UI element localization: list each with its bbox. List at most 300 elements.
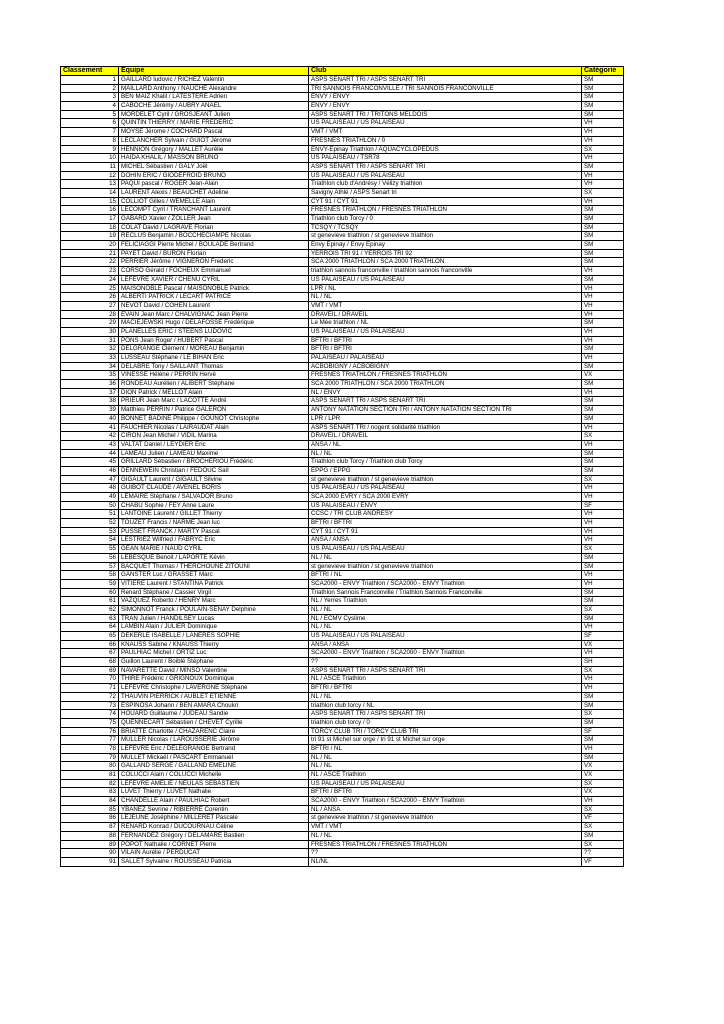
cell-team: PAQUI pascal / ROGER Jean-Alain — [119, 180, 309, 189]
cell-rank: 87 — [61, 823, 119, 832]
cell-team: VILAIN Aurélie / PERDUCAT — [119, 849, 309, 858]
cell-club: FRESNES TRIATHLON / FRESNES TRIATHLON — [309, 371, 582, 380]
cell-team: GEAN MARIE / NAUD CYRIL — [119, 545, 309, 554]
cell-rank: 45 — [61, 458, 119, 467]
cell-club: NL / NL — [309, 831, 582, 840]
cell-category: VF — [582, 814, 624, 823]
cell-team: MULLER Nicolas / LAROUSSERIE Jérôme — [119, 736, 309, 745]
table-row — [61, 736, 624, 745]
cell-club: BFTRI / BFTRI — [309, 519, 582, 528]
cell-rank: 17 — [61, 215, 119, 224]
header-row — [61, 67, 624, 76]
cell-team: BEN MAIZ Khalil / LATESTERE Adrien — [119, 93, 309, 102]
cell-category: SX — [582, 805, 624, 814]
cell-category: SM — [582, 206, 624, 215]
cell-club: VMT / VMT — [309, 301, 582, 310]
cell-team: LAURENT Alexis / BEAUCHET Adeline — [119, 188, 309, 197]
cell-team: HENNION Grégory / MALLET Aurélie — [119, 145, 309, 154]
cell-category: SM — [582, 258, 624, 267]
table-row — [61, 684, 624, 693]
cell-category: VH — [582, 327, 624, 336]
cell-rank: 85 — [61, 805, 119, 814]
table-row — [61, 588, 624, 597]
cell-category: VH — [582, 154, 624, 163]
cell-team: COLAT David / LAGRAVE Florian — [119, 223, 309, 232]
cell-club: NL / NL — [309, 762, 582, 771]
table-row — [61, 188, 624, 197]
cell-club: NL / NL — [309, 449, 582, 458]
cell-team: DENNEWEIN Christian / FEDOUC Saïl — [119, 466, 309, 475]
cell-category: VH — [582, 171, 624, 180]
table-row — [61, 536, 624, 545]
cell-rank: 74 — [61, 710, 119, 719]
cell-category: VH — [582, 484, 624, 493]
cell-rank: 60 — [61, 588, 119, 597]
cell-rank: 36 — [61, 380, 119, 389]
table-row — [61, 388, 624, 397]
table-row — [61, 223, 624, 232]
cell-club: triathlon club torcy / NL — [309, 701, 582, 710]
cell-category: VH — [582, 510, 624, 519]
cell-team: POPOT Nathalie / CORNET Pierre — [119, 840, 309, 849]
table-row — [61, 327, 624, 336]
results-table — [60, 66, 624, 867]
table-row — [61, 241, 624, 250]
cell-team: MULLET Mickaël / PASCART Emmanuel — [119, 753, 309, 762]
cell-team: KNAUSS Sabine / KNAUSS Thierry — [119, 640, 309, 649]
cell-club: Savigny Athlé / ASPS Senart tri — [309, 188, 582, 197]
table-row — [61, 849, 624, 858]
cell-club: triathlon sannois franconville / triathlon sannois franconville — [309, 267, 582, 276]
cell-rank: 12 — [61, 171, 119, 180]
cell-category: SX — [582, 823, 624, 832]
cell-team: Guillon Laurent / Boiblé Stéphane — [119, 658, 309, 667]
cell-club: US PALAISEAU / ENVY — [309, 501, 582, 510]
cell-team: THIRE Frédéric / GRIGNOUX Dominique — [119, 675, 309, 684]
cell-club: st genevieve triathlon / st genevieve triathlon — [309, 562, 582, 571]
cell-team: MAILLARD Anthony / NAUCHE Alexandre — [119, 84, 309, 93]
cell-club: ENVY / ENVY — [309, 93, 582, 102]
cell-category: SM — [582, 319, 624, 328]
cell-club: US PALAISEAU / US PALAISEAU — [309, 632, 582, 641]
cell-rank: 53 — [61, 527, 119, 536]
table-row — [61, 814, 624, 823]
cell-rank: 89 — [61, 840, 119, 849]
cell-team: PERRIER Jérôme / VIGNERON Frederic — [119, 258, 309, 267]
table-row — [61, 640, 624, 649]
cell-category: SM — [582, 362, 624, 371]
cell-rank: 50 — [61, 501, 119, 510]
cell-club: ENVY-Epinay Triathlon / AQUACYCLOPEDUS — [309, 145, 582, 154]
table-row — [61, 84, 624, 93]
cell-rank: 55 — [61, 545, 119, 554]
table-row — [61, 301, 624, 310]
cell-rank: 41 — [61, 423, 119, 432]
cell-rank: 90 — [61, 849, 119, 858]
cell-club: FRESNES TRIATHLON / FRESNES TRIATHLON — [309, 206, 582, 215]
cell-team: LUVET Thierry / LUVET Nathalie — [119, 788, 309, 797]
cell-club: TRI SANNOIS FRANCONVILLE / TRI SANNOIS FRANCONVILLE — [309, 84, 582, 93]
cell-club: NL / Yerres Triathlon — [309, 597, 582, 606]
cell-category: SM — [582, 736, 624, 745]
cell-category: VH — [582, 136, 624, 145]
cell-category: SX — [582, 145, 624, 154]
table-row — [61, 658, 624, 667]
cell-rank: 66 — [61, 640, 119, 649]
table-row — [61, 805, 624, 814]
cell-rank: 13 — [61, 180, 119, 189]
cell-team: COLLIOT Gilles / WEMELLE Alain — [119, 197, 309, 206]
table-row — [61, 753, 624, 762]
cell-rank: 1 — [61, 76, 119, 85]
table-row — [61, 110, 624, 119]
cell-category: VH — [582, 623, 624, 632]
cell-team: GABARD Xavier / ZOLLER Jean — [119, 215, 309, 224]
cell-club: ANTONY NATATION SECTION TRI / ANTONY NATATION SECTION TRI — [309, 406, 582, 415]
cell-club: US PALAISEAU / US PALAISEAU — [309, 327, 582, 336]
cell-club: US PALAISEAU / US PALAISEAU — [309, 119, 582, 128]
cell-team: CIRON Jean Michel / VIDIL Marina — [119, 432, 309, 441]
cell-team: ESPINOSA Johann / BEN AMARA Choukri — [119, 701, 309, 710]
cell-club: NL / ENVY — [309, 388, 582, 397]
cell-category: SM — [582, 718, 624, 727]
cell-rank: 5 — [61, 110, 119, 119]
cell-category: SM — [582, 588, 624, 597]
cell-rank: 20 — [61, 241, 119, 250]
table-row — [61, 380, 624, 389]
table-row — [61, 701, 624, 710]
table-row — [61, 762, 624, 771]
cell-team: LEJEUNE Joséphine / MILLERET Pascale — [119, 814, 309, 823]
cell-club: ASPS SENART TRI / ASPS SENART TRI — [309, 162, 582, 171]
cell-rank: 75 — [61, 718, 119, 727]
cell-category: SM — [582, 380, 624, 389]
cell-club: US PALAISEAU / US PALAISEAU — [309, 484, 582, 493]
table-row — [61, 475, 624, 484]
cell-rank: 9 — [61, 145, 119, 154]
table-row — [61, 545, 624, 554]
cell-rank: 76 — [61, 727, 119, 736]
cell-rank: 80 — [61, 762, 119, 771]
cell-rank: 69 — [61, 666, 119, 675]
cell-rank: 27 — [61, 301, 119, 310]
table-row — [61, 510, 624, 519]
cell-team: PAULHIAC Michel / ORTIZ Luc — [119, 649, 309, 658]
cell-team: PONS Jean Roger / HUBERT Pascal — [119, 336, 309, 345]
cell-club: NL / ASCE Triathlon — [309, 771, 582, 780]
cell-rank: 54 — [61, 536, 119, 545]
cell-club: BFTRI / NL — [309, 571, 582, 580]
cell-club: ENVY / ENVY — [309, 102, 582, 111]
table-row — [61, 597, 624, 606]
cell-team: TRAN Julien / HANDILSEY Lucas — [119, 614, 309, 623]
cell-rank: 23 — [61, 267, 119, 276]
cell-category: VH — [582, 649, 624, 658]
table-row — [61, 605, 624, 614]
cell-team: MORDELET Cyril / GROSJEANT Julien — [119, 110, 309, 119]
cell-rank: 37 — [61, 388, 119, 397]
cell-team: YBANEZ Sevrine / RIBIERRE Corentin — [119, 805, 309, 814]
cell-team: COLUCCI Alain / COLUCCI Michelle — [119, 771, 309, 780]
cell-rank: 56 — [61, 553, 119, 562]
table-row — [61, 275, 624, 284]
cell-category: SM — [582, 597, 624, 606]
table-row — [61, 501, 624, 510]
cell-team: MAISONOBLE Pascal / MAISONOBLE Patrick — [119, 284, 309, 293]
cell-category: SM — [582, 466, 624, 475]
table-row — [61, 371, 624, 380]
cell-team: VINESSE Hélène / PERRIN Hervé — [119, 371, 309, 380]
cell-category: SX — [582, 710, 624, 719]
cell-club: VMT / VMT — [309, 128, 582, 137]
table-row — [61, 180, 624, 189]
cell-club: DRAVEIL / DRAVEIL — [309, 432, 582, 441]
table-row — [61, 666, 624, 675]
cell-team: GAILLARD ludovic / RICHEZ Valentin — [119, 76, 309, 85]
cell-club: Triathlon club Torcy / 0 — [309, 215, 582, 224]
cell-rank: 21 — [61, 249, 119, 258]
cell-club: NL / NL — [309, 753, 582, 762]
cell-rank: 67 — [61, 649, 119, 658]
cell-club: triathlon club torcy / 0 — [309, 718, 582, 727]
cell-rank: 29 — [61, 319, 119, 328]
cell-category: VH — [582, 388, 624, 397]
cell-category: VH — [582, 423, 624, 432]
cell-category: SM — [582, 345, 624, 354]
cell-club: ASPS SENART TRI / ASPS SENART TRI — [309, 666, 582, 675]
cell-team: QUINTIN THIERRY / MARIE FREDERIC — [119, 119, 309, 128]
cell-rank: 8 — [61, 136, 119, 145]
table-row — [61, 249, 624, 258]
cell-rank: 31 — [61, 336, 119, 345]
cell-category: SX — [582, 188, 624, 197]
cell-rank: 82 — [61, 779, 119, 788]
table-row — [61, 440, 624, 449]
cell-team: PRIEUR Jean Marc / LACOTTE André — [119, 397, 309, 406]
cell-club: NL / ANSA — [309, 805, 582, 814]
table-row — [61, 519, 624, 528]
cell-rank: 61 — [61, 597, 119, 606]
cell-rank: 81 — [61, 771, 119, 780]
cell-rank: 26 — [61, 293, 119, 302]
cell-category: VH — [582, 336, 624, 345]
cell-team: NEVOT David / COHEN Laurent — [119, 301, 309, 310]
table-row — [61, 432, 624, 441]
cell-team: FERNANDEZ Grégory / DELAMARE Bastien — [119, 831, 309, 840]
cell-rank: 73 — [61, 701, 119, 710]
cell-club: ASPS SENART TRI / nogent solidarité triathlon — [309, 423, 582, 432]
cell-category: SM — [582, 93, 624, 102]
cell-club: BFTRI / BFTRI — [309, 345, 582, 354]
table-row — [61, 692, 624, 701]
cell-team: HAIDA KHALIL / MASSON BRUNO — [119, 154, 309, 163]
cell-club: US PALAISEAU / US PALAISEAU — [309, 779, 582, 788]
cell-category: SF — [582, 632, 624, 641]
cell-team: BONNET BADINE Philippe / GOUNOT Christophe — [119, 414, 309, 423]
cell-category: VH — [582, 267, 624, 276]
cell-category: VH — [582, 675, 624, 684]
cell-rank: 42 — [61, 432, 119, 441]
table-row — [61, 675, 624, 684]
cell-club: ASPS SENART TRI / TRITONS MELDOIS — [309, 110, 582, 119]
cell-club: ASPS SENART TRI / ASPS SENART TRI — [309, 710, 582, 719]
cell-category: SM — [582, 162, 624, 171]
cell-team: CHABU Sophie / FEY Anne Laure — [119, 501, 309, 510]
cell-rank: 11 — [61, 162, 119, 171]
table-row — [61, 362, 624, 371]
cell-club: ANSA / ANSA — [309, 640, 582, 649]
table-row — [61, 649, 624, 658]
cell-rank: 32 — [61, 345, 119, 354]
table-row — [61, 423, 624, 432]
cell-club: US PALAISEAU / TSR78 — [309, 154, 582, 163]
cell-category: VH — [582, 536, 624, 545]
cell-team: LECOMPT Cyril / TRANCHANT Laurent — [119, 206, 309, 215]
cell-club: YERROIS TRI 91 / YERROIS TRI 92 — [309, 249, 582, 258]
cell-club: NL / ECMV Cyslime — [309, 614, 582, 623]
cell-category: SF — [582, 501, 624, 510]
cell-category: VX — [582, 771, 624, 780]
table-row — [61, 493, 624, 502]
cell-rank: 24 — [61, 275, 119, 284]
table-row — [61, 336, 624, 345]
cell-club: tri 91 st Michel sur orge / tri 91 st Michel sur orge — [309, 736, 582, 745]
cell-club: BFTRI / BFTRI — [309, 684, 582, 693]
table-row — [61, 458, 624, 467]
cell-rank: 58 — [61, 571, 119, 580]
table-row — [61, 162, 624, 171]
cell-team: GUIBOT CLAUDE / AVENEL BORIS — [119, 484, 309, 493]
cell-team: FAUCHIER Nicolas / LAIRAUDAT Alain — [119, 423, 309, 432]
cell-rank: 83 — [61, 788, 119, 797]
cell-rank: 79 — [61, 753, 119, 762]
cell-rank: 78 — [61, 744, 119, 753]
cell-rank: 65 — [61, 632, 119, 641]
cell-club: US PALAISEAU / US PALAISEAU — [309, 171, 582, 180]
cell-category: SM — [582, 458, 624, 467]
cell-team: GIGAULT Laurent / GIGAULT Silvine — [119, 475, 309, 484]
cell-rank: 86 — [61, 814, 119, 823]
cell-category: VX — [582, 640, 624, 649]
table-row — [61, 571, 624, 580]
cell-team: THAUVIN PIERRICK / AUBLET ETIENNE — [119, 692, 309, 701]
cell-category: SM — [582, 692, 624, 701]
cell-category: VH — [582, 197, 624, 206]
cell-team: LANTOINE Laurent / GILLET Thierry — [119, 510, 309, 519]
cell-club: CYT 91 / CYT 91 — [309, 197, 582, 206]
cell-category: SM — [582, 562, 624, 571]
table-row — [61, 553, 624, 562]
cell-team: VAZQUEZ Roberto / HENRY Marc — [119, 597, 309, 606]
cell-club: NL / NL — [309, 293, 582, 302]
cell-club: BFTRI / BFTRI — [309, 788, 582, 797]
table-row — [61, 788, 624, 797]
table-row — [61, 310, 624, 319]
cell-rank: 88 — [61, 831, 119, 840]
cell-club: Triathlon club Torcy / Triathlon club Torcy — [309, 458, 582, 467]
cell-club: SCA2000 - ENVY Triathlon / SCA2000 - ENVY Triathlon — [309, 797, 582, 806]
table-row — [61, 93, 624, 102]
cell-club: ACBOBIGNY / ACBOBIGNY — [309, 362, 582, 371]
cell-club: LPR / LPR — [309, 414, 582, 423]
cell-team: DOHIN ERIC / GIODEFROID BRUNO — [119, 171, 309, 180]
cell-club: SCA2000 - ENVY Triathlon / SCA2000 - ENVY Triathlon — [309, 579, 582, 588]
table-row — [61, 831, 624, 840]
cell-club: Triathlon Sannois Franconville / Triathlon Sannois Franconville — [309, 588, 582, 597]
cell-rank: 33 — [61, 354, 119, 363]
table-row — [61, 284, 624, 293]
cell-category: VH — [582, 684, 624, 693]
table-row — [61, 258, 624, 267]
cell-club: FRESNES TRIATHLON / FRESNES TRIATHLON — [309, 840, 582, 849]
cell-category: SX — [582, 666, 624, 675]
cell-category: VH — [582, 519, 624, 528]
cell-team: VALTAT Daniel / LEYDIER Eric — [119, 440, 309, 449]
cell-team: SIMONNOT Franck / POULAIN-SENAY Delphine — [119, 605, 309, 614]
cell-category: SM — [582, 449, 624, 458]
table-row — [61, 797, 624, 806]
cell-rank: 70 — [61, 675, 119, 684]
cell-category: SM — [582, 110, 624, 119]
cell-category: SM — [582, 223, 624, 232]
cell-category: SM — [582, 232, 624, 241]
cell-team: GALLAND SERGE / GALLAND EMELINE — [119, 762, 309, 771]
cell-team: LAMBIN Alain / JULIER Dominique — [119, 623, 309, 632]
cell-category: VH — [582, 310, 624, 319]
cell-rank: 3 — [61, 93, 119, 102]
cell-team: GANSTER Luc / GRASSET Marc — [119, 571, 309, 580]
table-row — [61, 771, 624, 780]
cell-category: SM — [582, 84, 624, 93]
cell-team: PAYET David / BURON Florian — [119, 249, 309, 258]
cell-club: st genevieve triathlon / st genevieve triathlon — [309, 814, 582, 823]
cell-team: ALBERTI PATRICK / LECART PATRICE — [119, 293, 309, 302]
cell-rank: 22 — [61, 258, 119, 267]
cell-club: US PALAISEAU / US PALAISEAU — [309, 275, 582, 284]
cell-category: SM — [582, 275, 624, 284]
cell-club: ASPS SENART TRI / ASPS SENART TRI — [309, 76, 582, 85]
cell-rank: 28 — [61, 310, 119, 319]
results-body — [61, 76, 624, 867]
table-row — [61, 267, 624, 276]
table-row — [61, 527, 624, 536]
cell-rank: 72 — [61, 692, 119, 701]
cell-rank: 62 — [61, 605, 119, 614]
cell-category: VH — [582, 180, 624, 189]
cell-club: st genevieve triathlon / st genevieve triathlon — [309, 232, 582, 241]
cell-club: NL / NL — [309, 605, 582, 614]
table-row — [61, 397, 624, 406]
table-row — [61, 119, 624, 128]
cell-team: BRIATTE Charlotte / CHAZARENC Claire — [119, 727, 309, 736]
cell-category: SX — [582, 432, 624, 441]
cell-club: US PALAISEAU / US PALAISEAU — [309, 545, 582, 554]
table-row — [61, 197, 624, 206]
cell-rank: 48 — [61, 484, 119, 493]
table-row — [61, 744, 624, 753]
cell-club: SCA2000 - ENVY Triathlon / SCA2000 - ENVY Triathlon — [309, 649, 582, 658]
cell-team: MACIEJEWSKI Hugo / DELAFOSSE Frédérique — [119, 319, 309, 328]
table-row — [61, 145, 624, 154]
cell-club: NL / NL — [309, 692, 582, 701]
cell-rank: 30 — [61, 327, 119, 336]
cell-category: SF — [582, 727, 624, 736]
header-club: Club — [309, 67, 582, 76]
table-row — [61, 562, 624, 571]
header-category: Catégorie — [582, 67, 624, 76]
cell-team: QUENNECART Sébastien / CHEVET Cyrille — [119, 718, 309, 727]
cell-category: VH — [582, 493, 624, 502]
